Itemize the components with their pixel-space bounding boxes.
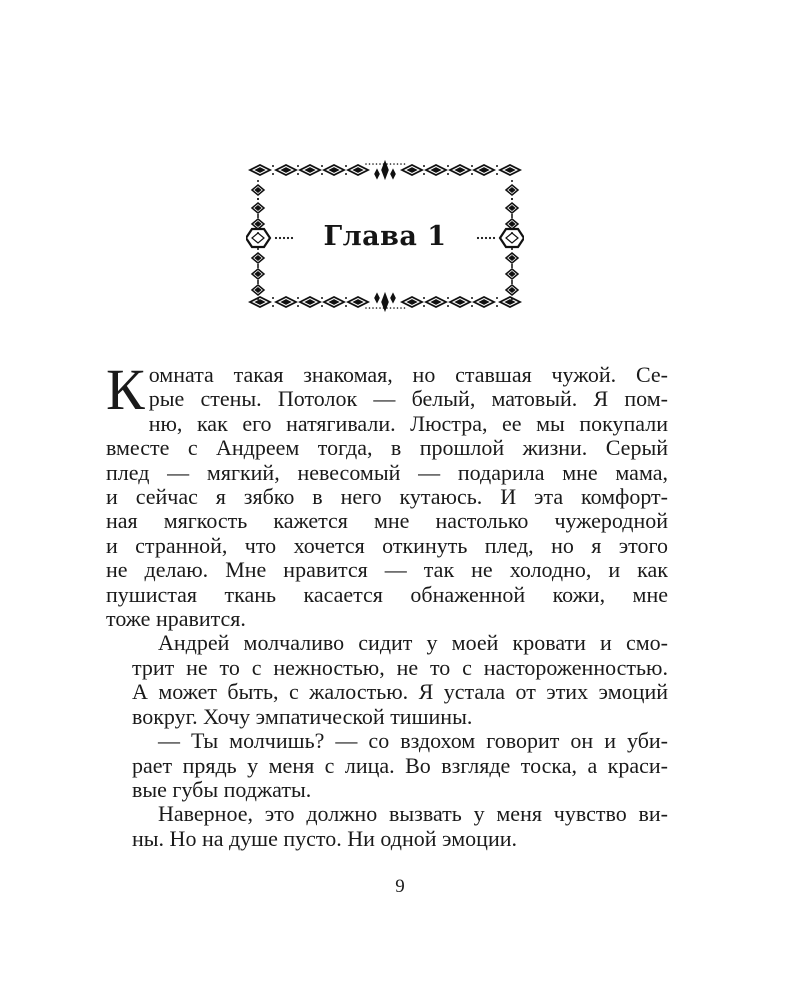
text-line: Наверное, это должно вызвать у меня чувство ви- [158,801,668,827]
paragraph-3 [106,729,668,802]
text-line: не делаю. Мне нравится — так не холодно, и как [106,557,668,583]
text-line: А может быть, с жалостью. Я устала от этих эмоций [132,679,668,705]
text-line: ню, как его натягивали. Люстра, ее мы покупали [148,410,668,436]
text-line: Андрей молчаливо сидит у моей кровати и смо- [158,630,668,656]
paragraph-1 [106,357,668,632]
text-line: трит не то с нежностью, не то с настороженностью. [132,654,668,680]
body-text [106,357,668,851]
page-number: 9 [395,876,405,897]
text-line: ная мягкость кажется мне настолько чужеродной [106,508,668,534]
chapter-ornament-frame [246,158,524,314]
text-line: ны. Но на душе пусто. Ни одной эмоции. [132,825,517,851]
text-line: омната такая знакомая, но ставшая чужой. Се- [148,362,668,387]
chapter-title: Глава 1 [323,220,447,252]
text-line: и странной, что хочется откинуть плед, но я этого [106,532,668,558]
text-line: и сейчас я зябко в него кутаюсь. И эта комфорт- [106,484,668,510]
drop-cap: К [106,357,145,422]
text-line: тоже нравится. [106,606,246,632]
text-line: вокруг. Хочу эмпатической тишины. [132,703,473,729]
text-line: пушистая ткань касается обнаженной кожи, мне [106,581,668,607]
paragraph-2 [106,631,668,729]
paragraph-4 [106,802,668,851]
text-line: рает прядь у меня с лица. Во взгляде тоска, а краси- [132,752,668,778]
text-line: — Ты молчишь? — со вздохом говорит он и уби- [158,728,668,754]
text-line: плед — мягкий, невесомый — подарила мне мама, [106,459,668,485]
text-line: вые губы поджаты. [132,776,312,802]
text-line: вместе с Андреем тогда, в прошлой жизни. Серый [106,435,668,461]
text-line: рые стены. Потолок — белый, матовый. Я пом- [148,386,668,412]
